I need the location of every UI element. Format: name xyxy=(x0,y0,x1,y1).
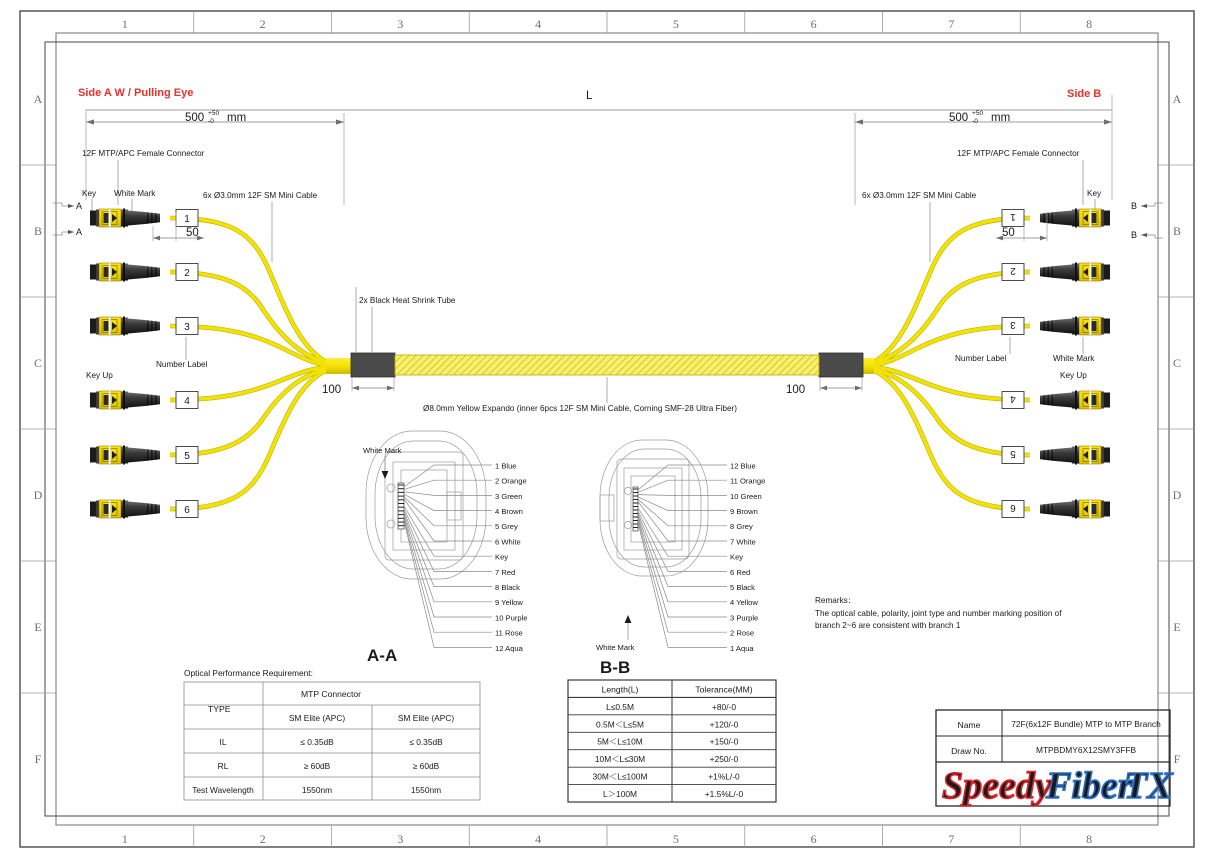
grid-row-left-D: D xyxy=(33,488,43,502)
section-aa-fiber-8: 8 Black xyxy=(495,583,520,592)
grid-row-right-F: F xyxy=(1173,752,1181,766)
length-table-row-3-length: 10M＜L≤30M xyxy=(594,754,646,765)
section-aa-fiber-12: 12 Aqua xyxy=(495,643,523,653)
section-bb-fiber-2: 10 Green xyxy=(730,491,762,501)
number-label-box-b-4 xyxy=(1002,392,1024,409)
logo-speedy: Speedy xyxy=(942,765,1052,807)
side-a-length-unit: mm xyxy=(227,112,247,124)
grid-col-top-3: 3 xyxy=(397,17,404,31)
side-a-tol-minus: -0 xyxy=(208,118,214,125)
logo-fiber: Fiber xyxy=(1046,765,1133,807)
side-b-label: Side B xyxy=(1067,88,1102,100)
grid-col-bottom-6: 6 xyxy=(810,832,817,846)
section-view-aa xyxy=(363,431,528,665)
number-label-box-a-2 xyxy=(176,264,198,281)
number-label-text-a-3: 3 xyxy=(184,322,190,333)
section-bb-fiber-6: Key xyxy=(730,552,744,562)
length-table-row-5-tolerance: +1.5%L/-0 xyxy=(704,789,744,799)
mini-cable-note-right: 6x Ø3.0mm 12F SM Mini Cable xyxy=(862,191,977,200)
section-aa-fiber-5: 6 White xyxy=(495,537,521,547)
optical-type-header: TYPE xyxy=(208,704,231,714)
section-bb-white-mark-label: White Mark xyxy=(596,643,635,652)
length-table-row-2-tolerance: +150/-0 xyxy=(709,736,739,747)
connector-side-a-3 xyxy=(90,317,160,336)
number-label-text-b-4: 4 xyxy=(1010,393,1016,404)
section-aa-leader-6 xyxy=(404,506,492,556)
number-label-box-a-4 xyxy=(176,392,198,409)
length-table-header-1: Tolerance(MM) xyxy=(695,684,753,695)
section-aa-fiber-0: 1 Blue xyxy=(495,461,517,471)
connector-side-a-6 xyxy=(90,500,160,519)
section-b-bottom: B xyxy=(1131,230,1138,240)
side-a-tol-plus: +50 xyxy=(208,110,220,117)
section-bb-leader-2 xyxy=(638,495,727,496)
length-table-row-0-tolerance: +80/-0 xyxy=(712,701,736,712)
section-aa-fiber-3: 4 Brown xyxy=(495,507,523,516)
length-table-row-5-length: L＞100M xyxy=(603,789,637,799)
section-marker-aa xyxy=(53,201,82,237)
optical-row-0-val-0: ≤ 0.35dB xyxy=(300,737,334,747)
cable-branches-right xyxy=(870,218,1030,509)
grid-col-bottom-8: 8 xyxy=(1086,832,1093,846)
optical-row-1-val-1: ≥ 60dB xyxy=(412,761,440,771)
key-label-left: Key xyxy=(82,189,97,198)
remarks-block xyxy=(815,596,1062,630)
grid-row-right-A: A xyxy=(1172,92,1182,106)
optical-col-header-2: SM Elite (APC) xyxy=(397,713,455,723)
grid-row-left-B: B xyxy=(33,224,43,238)
grid-col-top-1: 1 xyxy=(121,17,128,31)
connectors-side-b xyxy=(1002,209,1110,519)
grid-row-left-F: F xyxy=(34,752,42,766)
connector-note-right: 12F MTP/APC Female Connector xyxy=(957,149,1080,158)
title-block xyxy=(936,710,1174,807)
grid-col-bottom-1: 1 xyxy=(121,832,128,846)
section-bb-fiber-4: 8 Grey xyxy=(730,522,753,532)
shrink-dim-right-value: 100 xyxy=(786,384,806,396)
key-label-right: Key xyxy=(1087,189,1102,198)
grid-col-bottom-2: 2 xyxy=(259,832,266,846)
side-b-tol-plus: +50 xyxy=(972,110,984,117)
section-bb-title: B-B xyxy=(600,658,631,677)
grid-col-top-7: 7 xyxy=(948,17,955,31)
connector-side-a-5 xyxy=(90,446,160,465)
grid-col-top-6: 6 xyxy=(810,17,817,31)
grid-row-right-D: D xyxy=(1172,488,1182,502)
connector-side-b-2 xyxy=(1040,263,1110,282)
optical-row-2-val-1: 1550nm xyxy=(410,785,442,795)
number-label-box-a-1 xyxy=(176,210,198,227)
optical-row-2-type: Test Wavelength xyxy=(192,785,254,795)
shrink-dim-left-value: 100 xyxy=(322,384,342,396)
number-label-text-a-5: 5 xyxy=(184,451,190,462)
number-label-box-b-1 xyxy=(1002,210,1024,227)
remarks-line-1: The optical cable, polarity, joint type and number marking position of xyxy=(815,609,1062,618)
shrink-dim-right xyxy=(786,377,862,396)
optical-row-0-type: IL xyxy=(219,737,227,747)
grid-col-top-4: 4 xyxy=(535,17,542,31)
section-aa-fiber-4: 5 Grey xyxy=(495,522,518,532)
section-bb-leader-5 xyxy=(638,502,727,542)
number-label-box-b-2 xyxy=(1002,264,1024,281)
optical-table-caption: Optical Performance Requirement: xyxy=(184,668,313,678)
section-bb-fiber-8: 5 Black xyxy=(730,583,755,592)
connector-side-a-1 xyxy=(90,209,160,228)
length-table-row-3-tolerance: +250/-0 xyxy=(709,754,739,765)
length-table-row-2-length: 5M＜L≤10M xyxy=(597,736,643,747)
title-name-value: 72F(6x12F Bundle) MTP to MTP Branch xyxy=(1011,719,1161,729)
grid-col-top-5: 5 xyxy=(672,17,679,31)
section-bb-leader-3 xyxy=(638,497,727,511)
number-label-box-b-3 xyxy=(1002,318,1024,335)
grid-row-left-A: A xyxy=(33,92,43,106)
length-table-row-4-tolerance: +1%L/-0 xyxy=(708,771,740,782)
grid-row-left-E: E xyxy=(34,620,42,634)
optical-row-2-val-0: 1550nm xyxy=(301,785,333,795)
grid-col-bottom-5: 5 xyxy=(672,832,679,846)
label-offset-value-left: 50 xyxy=(186,227,199,239)
connector-note-left: 12F MTP/APC Female Connector xyxy=(82,149,205,158)
section-view-bb xyxy=(596,440,765,677)
label-offset-value-right: 50 xyxy=(1002,227,1015,239)
section-bb-fiber-9: 4 Yellow xyxy=(730,598,758,608)
section-bb-fiber-7: 6 Red xyxy=(730,567,751,577)
section-aa-fiber-7: 7 Red xyxy=(495,567,516,577)
length-table-row-4-length: 30M＜L≤100M xyxy=(592,771,648,782)
number-label-text-b-2: 2 xyxy=(1010,265,1016,276)
optical-row-1-val-0: ≥ 60dB xyxy=(303,761,331,771)
title-drawno-value: MTPBDMY6X12SMY3FFB xyxy=(1035,745,1137,755)
number-label-box-a-3 xyxy=(176,318,198,335)
side-a-label: Side A W / Pulling Eye xyxy=(78,87,194,99)
grid-col-top-8: 8 xyxy=(1086,17,1093,31)
section-a-top: A xyxy=(76,201,83,211)
overall-length-label: L xyxy=(586,90,593,102)
heat-shrink-note: 2x Black Heat Shrink Tube xyxy=(359,296,456,305)
drawing-area-border xyxy=(45,42,1169,816)
section-aa-fiber-10: 10 Purple xyxy=(495,613,528,623)
side-a-length-value: 500 xyxy=(185,112,205,124)
white-mark-label-right: White Mark xyxy=(1053,354,1095,363)
connector-side-a-4 xyxy=(90,391,160,410)
section-aa-leader-12 xyxy=(404,521,492,647)
connector-side-a-2 xyxy=(90,263,160,282)
section-bb-fiber-1: 11 Orange xyxy=(730,476,766,486)
section-aa-fiber-2: 3 Green xyxy=(495,491,523,501)
section-bb-leader-6 xyxy=(638,508,727,556)
number-label-text-b-6: 6 xyxy=(1010,502,1016,513)
section-aa-leader-7 xyxy=(404,509,492,571)
section-aa-title: A-A xyxy=(367,646,398,665)
side-b-length-value: 500 xyxy=(949,112,969,124)
number-label-box-a-5 xyxy=(176,447,198,464)
optical-row-1-type: RL xyxy=(217,761,229,771)
section-aa-fiber-9: 9 Yellow xyxy=(495,598,523,608)
grid-col-bottom-3: 3 xyxy=(397,832,404,846)
number-label-text-b-1: 1 xyxy=(1010,211,1016,222)
length-tolerance-table xyxy=(568,680,776,802)
grid-col-bottom-7: 7 xyxy=(948,832,955,846)
heat-shrink-tube-left xyxy=(351,353,395,377)
length-table-header-0: Length(L) xyxy=(601,684,639,695)
heat-shrink-tube-right xyxy=(819,353,863,377)
number-label-left: Number Label xyxy=(156,360,208,369)
side-b-length-unit: mm xyxy=(991,112,1011,124)
white-mark-label-left: White Mark xyxy=(114,189,156,198)
number-label-text-b-3: 3 xyxy=(1010,319,1016,330)
section-aa-leader-1 xyxy=(404,480,492,489)
side-b-tol-minus: -0 xyxy=(972,118,978,125)
length-table-row-1-length: 0.5M＜L≤5M xyxy=(596,719,644,730)
grid-row-left-C: C xyxy=(33,356,43,370)
connector-side-b-3 xyxy=(1040,317,1110,336)
number-label-text-a-2: 2 xyxy=(184,268,190,279)
optical-row-0-val-1: ≤ 0.35dB xyxy=(409,737,443,747)
logo-tx: TX xyxy=(1124,765,1173,807)
key-up-label-right: Key Up xyxy=(1060,371,1087,380)
grid-col-top-2: 2 xyxy=(259,17,266,31)
section-aa-fiber-1: 2 Orange xyxy=(495,476,527,486)
number-label-text-a-4: 4 xyxy=(184,396,190,407)
optical-col-header-1: SM Elite (APC) xyxy=(288,713,346,723)
section-bb-fiber-3: 9 Brown xyxy=(730,507,758,516)
section-a-bottom: A xyxy=(76,227,83,237)
section-bb-fiber-11: 2 Rose xyxy=(730,628,755,638)
key-up-label-left: Key Up xyxy=(86,371,113,380)
section-b-top: B xyxy=(1131,201,1138,211)
section-bb-leader-0 xyxy=(638,465,727,490)
section-bb-fiber-10: 3 Purple xyxy=(730,613,759,623)
section-bb-leader-1 xyxy=(638,480,727,492)
yellow-expando-sleeve xyxy=(395,355,819,375)
connector-side-b-4 xyxy=(1040,391,1110,410)
section-aa-fiber-11: 11 Rose xyxy=(495,628,523,638)
length-table-row-0-length: L≤0.5M xyxy=(606,701,634,712)
section-bb-fiber-5: 7 White xyxy=(730,537,756,547)
section-aa-leader-9 xyxy=(404,514,492,602)
section-bb-fiber-12: 1 Aqua xyxy=(730,643,754,653)
remarks-title: Remarks： xyxy=(815,596,856,605)
shrink-dim-left xyxy=(322,377,394,396)
number-label-right: Number Label xyxy=(955,354,1007,363)
grid-col-bottom-4: 4 xyxy=(535,832,542,846)
optical-group-header: MTP Connector xyxy=(300,689,362,699)
section-aa-leader-0 xyxy=(404,465,492,487)
section-aa-leader-4 xyxy=(404,497,492,526)
section-aa-white-mark-label: White Mark xyxy=(363,446,402,455)
number-label-box-b-6 xyxy=(1002,501,1024,518)
remarks-line-2: branch 2~6 are consistent with branch 1 xyxy=(815,621,961,630)
expando-note: Ø8.0mm Yellow Expando (inner 6pcs 12F SM Mini Cable, Corning SMF-28 Ultra Fiber) xyxy=(423,404,737,413)
section-aa-fiber-6: Key xyxy=(495,552,509,562)
grid-row-right-E: E xyxy=(1173,620,1181,634)
number-label-box-a-6 xyxy=(176,501,198,518)
number-label-text-a-1: 1 xyxy=(184,214,190,225)
section-bb-fiber-0: 12 Blue xyxy=(730,461,756,471)
connector-side-b-1 xyxy=(1040,209,1110,228)
mini-cable-note-left: 6x Ø3.0mm 12F SM Mini Cable xyxy=(203,191,318,200)
length-table-row-1-tolerance: +120/-0 xyxy=(709,719,739,730)
section-aa-leader-3 xyxy=(404,494,492,510)
grid-row-right-B: B xyxy=(1172,224,1182,238)
grid-row-right-C: C xyxy=(1172,356,1182,370)
number-label-text-a-6: 6 xyxy=(184,505,190,516)
optical-performance-table xyxy=(184,668,480,800)
connector-side-b-6 xyxy=(1040,500,1110,519)
title-name-label: Name xyxy=(957,720,981,730)
title-drawno-label: Draw No. xyxy=(951,746,987,756)
connector-side-b-5 xyxy=(1040,446,1110,465)
number-label-box-b-5 xyxy=(1002,447,1024,464)
number-label-text-b-5: 5 xyxy=(1010,448,1016,459)
